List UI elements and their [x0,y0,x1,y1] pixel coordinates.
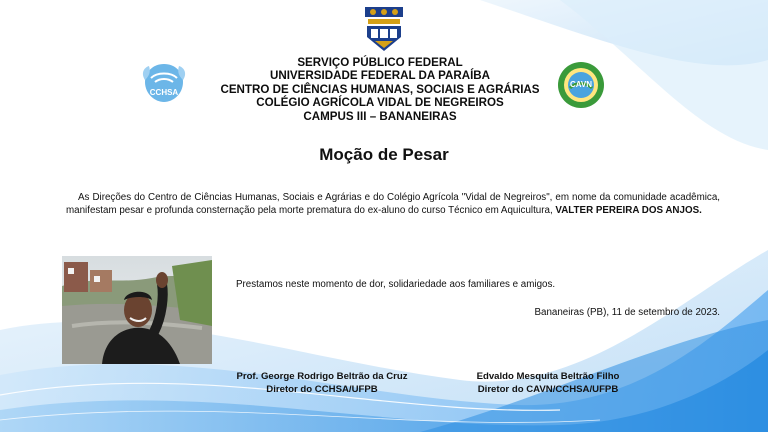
ufpb-logo [359,5,409,53]
signature-name: Edvaldo Mesquita Beltrão Filho [476,371,620,382]
deceased-name: VALTER PEREIRA DOS ANJOS. [555,204,702,216]
header-line-3: CENTRO DE CIÊNCIAS HUMANAS, SOCIAIS E AGRÁRIAS [220,82,540,96]
header-line-2: UNIVERSIDADE FEDERAL DA PARAÍBA [269,69,491,83]
cavn-logo-text: CAVN [569,80,593,89]
header-line-4: COLÉGIO AGRÍCOLA VIDAL DE NEGREIROS [256,96,504,110]
condolences-text: Prestamos neste momento de dor, solidariedade aos familiares e amigos. [236,279,556,290]
announcement-paragraph [66,192,720,217]
signature-name: Prof. George Rodrigo Beltrão da Cruz [236,371,408,382]
signature-role: Diretor do CAVN/CCHSA/UFPB [477,384,619,395]
place-and-date: Bananeiras (PB), 11 de setembro de 2023. [534,307,720,318]
institution-header [150,56,610,123]
signature-cavn [448,370,648,396]
signature-cchsa [222,370,422,396]
announcement-text: As Direções do Centro de Ciências Humanas, Sociais e Agrárias e do Colégio Agrícola "Vidal de Negreiros", em nome da comunidade acadêmica, manifestam pesar e profunda consternação pela morte prematura do ex-aluno do curso Técnico em Aquicultura, [66,192,720,216]
student-photo [62,256,212,364]
signature-role: Diretor do CCHSA/UFPB [266,384,378,395]
header-line-1: SERVIÇO PÚBLICO FEDERAL [297,56,463,69]
header-line-5: CAMPUS III – BANANEIRAS [303,109,457,123]
page-title: Moção de Pesar [319,145,449,164]
cchsa-logo-text: CCHSA [149,88,179,97]
